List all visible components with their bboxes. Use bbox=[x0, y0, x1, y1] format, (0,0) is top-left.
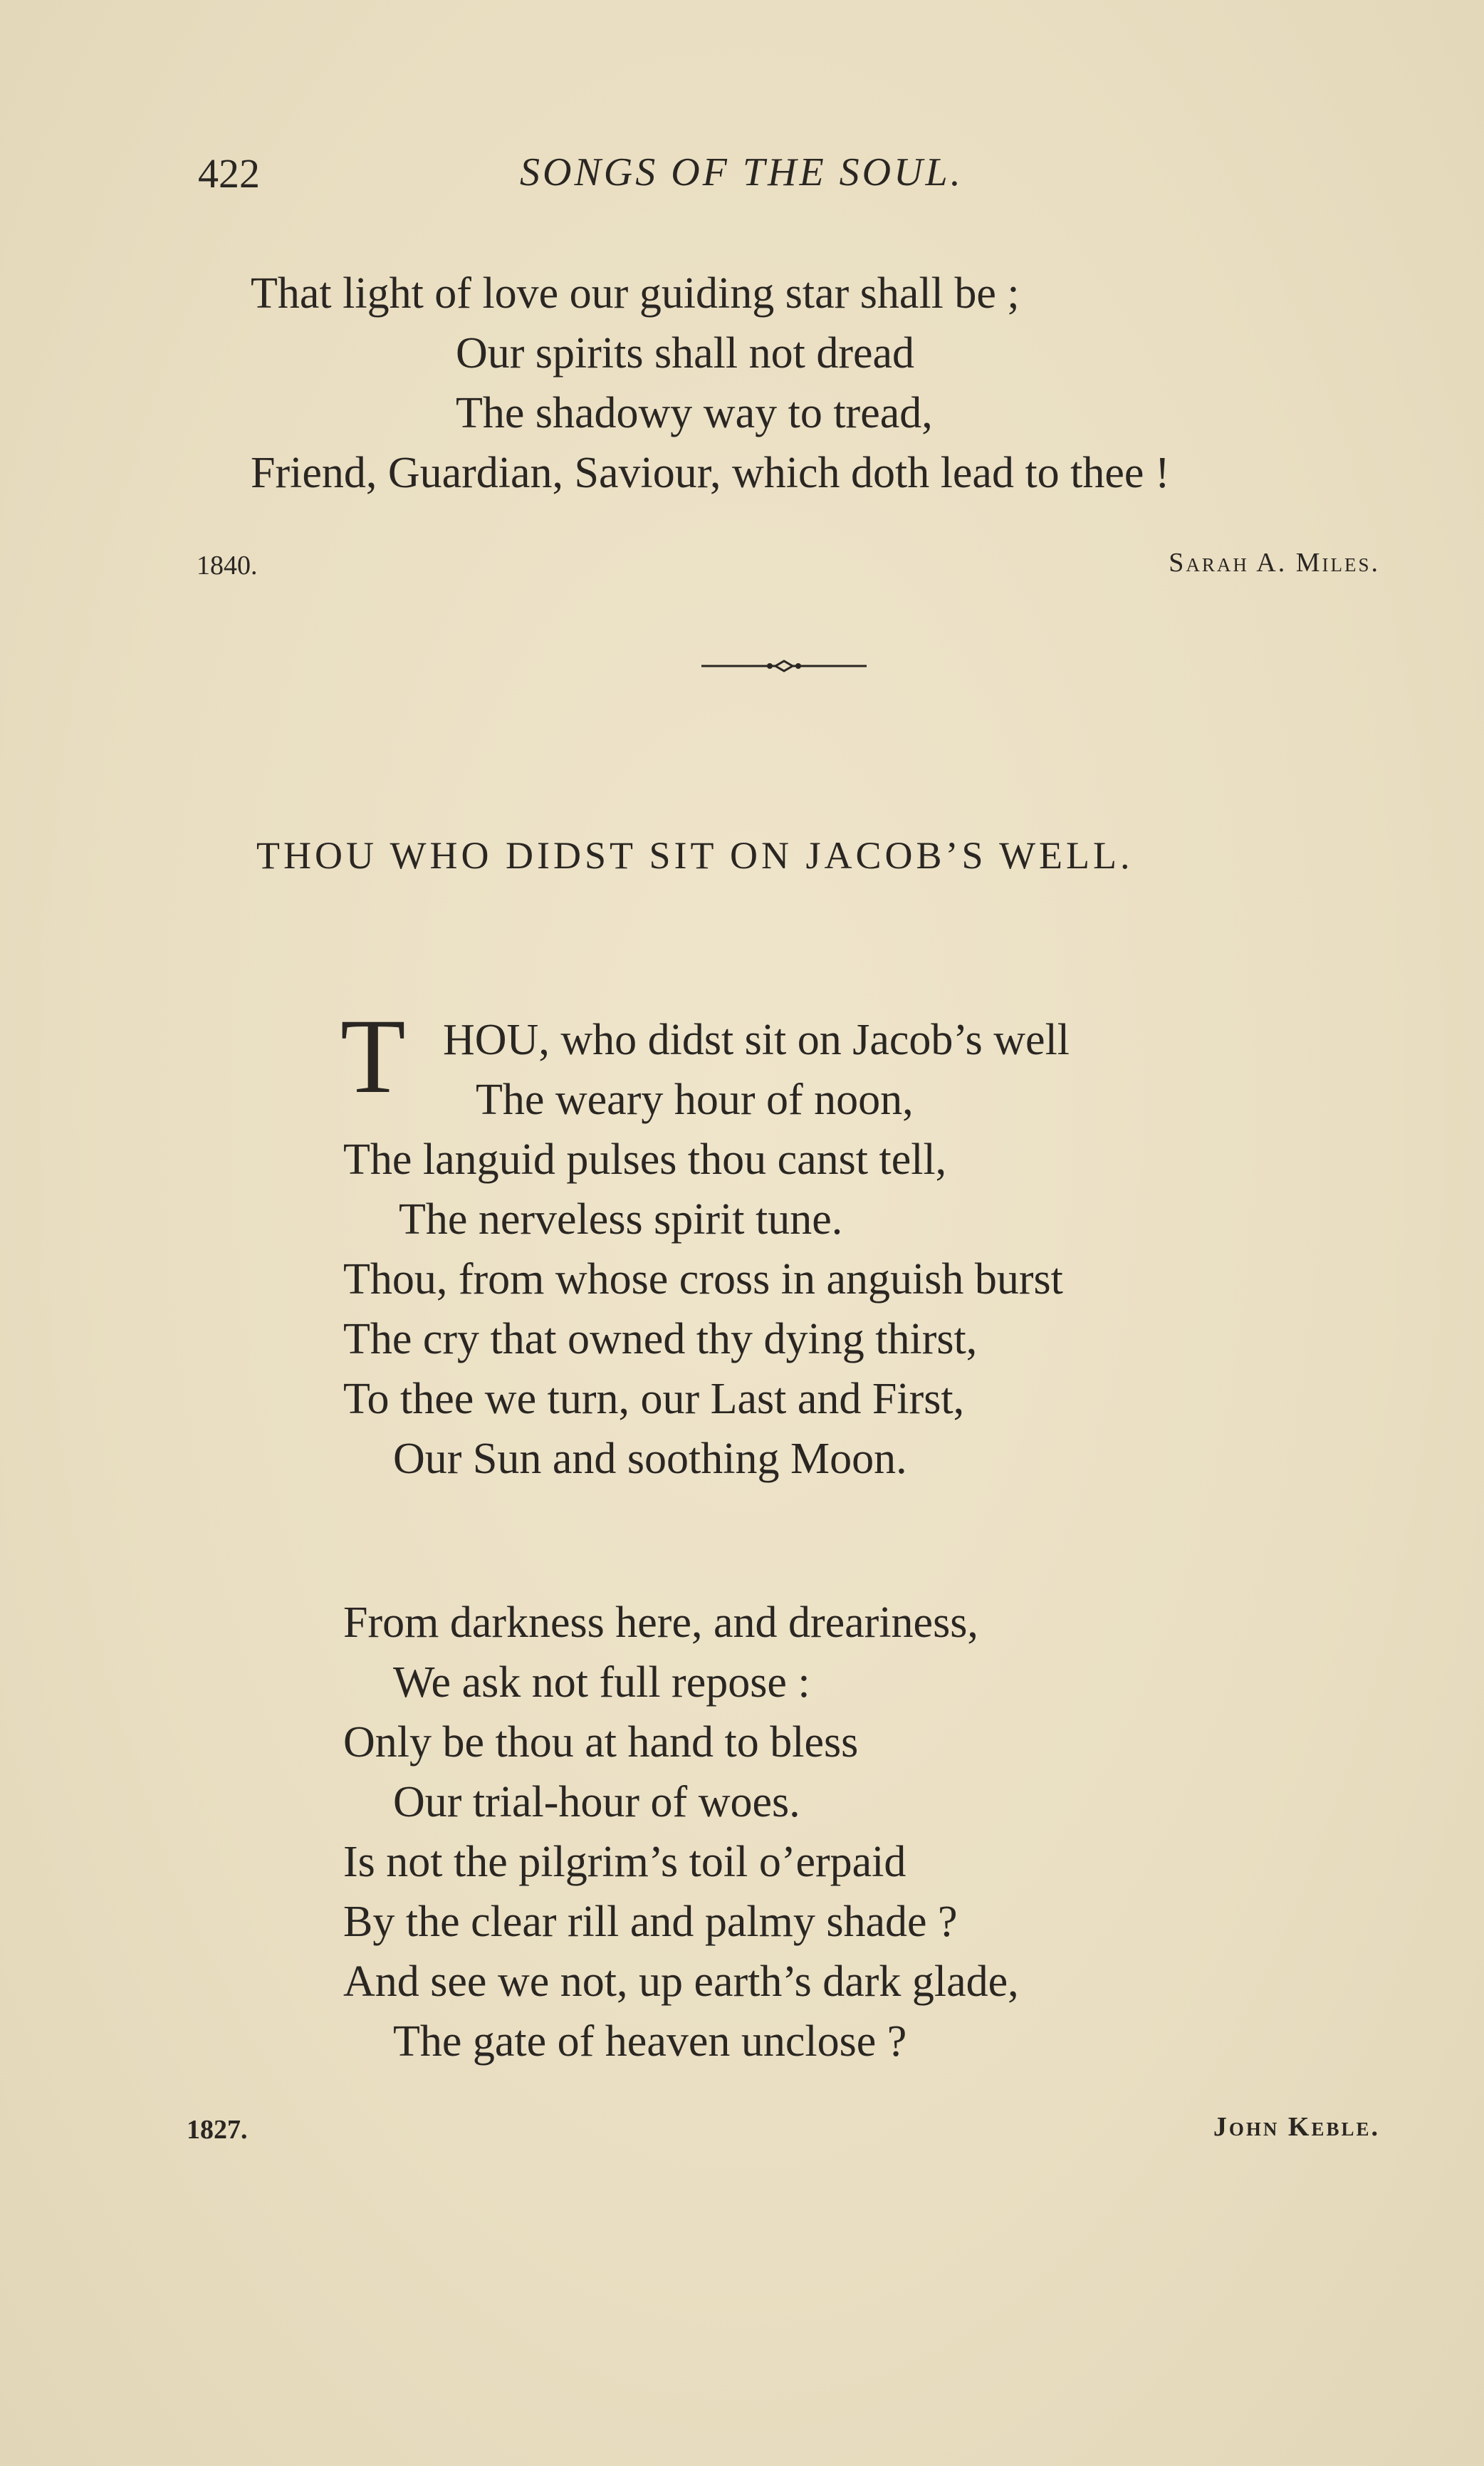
stanza-1-line: The languid pulses thou canst tell, bbox=[343, 1135, 947, 1184]
previous-poem-line: That light of love our guiding star shall be ; bbox=[251, 269, 1020, 318]
previous-poem-line: The shadowy way to tread, bbox=[456, 389, 933, 437]
previous-poem-line: Our spirits shall not dread bbox=[456, 329, 915, 378]
stanza-2-line: Only be thou at hand to bless bbox=[343, 1718, 859, 1767]
rule-with-diamond-ornament-icon bbox=[701, 659, 867, 673]
drop-cap: T bbox=[340, 997, 406, 1115]
page-number: 422 bbox=[198, 150, 260, 197]
previous-poem-line: Friend, Guardian, Saviour, which doth lead to thee ! bbox=[251, 449, 1170, 497]
previous-poem-date: 1840. bbox=[197, 551, 258, 581]
stanza-1-line: To thee we turn, our Last and First, bbox=[343, 1375, 965, 1423]
stanza-1-line: The cry that owned thy dying thirst, bbox=[343, 1315, 978, 1363]
stanza-2-line: We ask not full repose : bbox=[393, 1658, 810, 1707]
stanza-1-line: The nerveless spirit tune. bbox=[399, 1195, 843, 1244]
stanza-1-line: The weary hour of noon, bbox=[476, 1076, 914, 1124]
running-title: SONGS OF THE SOUL. bbox=[520, 150, 963, 194]
stanza-1-line: Thou, from whose cross in anguish burst bbox=[343, 1255, 1063, 1304]
stanza-2-line: Is not the pilgrim’s toil o’erpaid bbox=[343, 1838, 906, 1886]
stanza-2-line: The gate of heaven unclose ? bbox=[393, 2017, 907, 2066]
stanza-2-line: And see we not, up earth’s dark glade, bbox=[343, 1957, 1019, 2006]
stanza-1-line: Our Sun and soothing Moon. bbox=[393, 1435, 907, 1483]
stanza-1-line: HOU, who didst sit on Jacob’s well bbox=[443, 1016, 1070, 1064]
stanza-2-line: From darkness here, and dreariness, bbox=[343, 1598, 978, 1647]
poem-date: 1827. bbox=[187, 2115, 248, 2145]
previous-poem-author: Sarah A. Miles. bbox=[1169, 548, 1380, 578]
stanza-2-line: By the clear rill and palmy shade ? bbox=[343, 1898, 958, 1946]
poem-author: John Keble. bbox=[1213, 2112, 1380, 2142]
stanza-2-line: Our trial-hour of woes. bbox=[393, 1778, 800, 1826]
poem-title: THOU WHO DIDST SIT ON JACOB’S WELL. bbox=[256, 834, 1134, 877]
